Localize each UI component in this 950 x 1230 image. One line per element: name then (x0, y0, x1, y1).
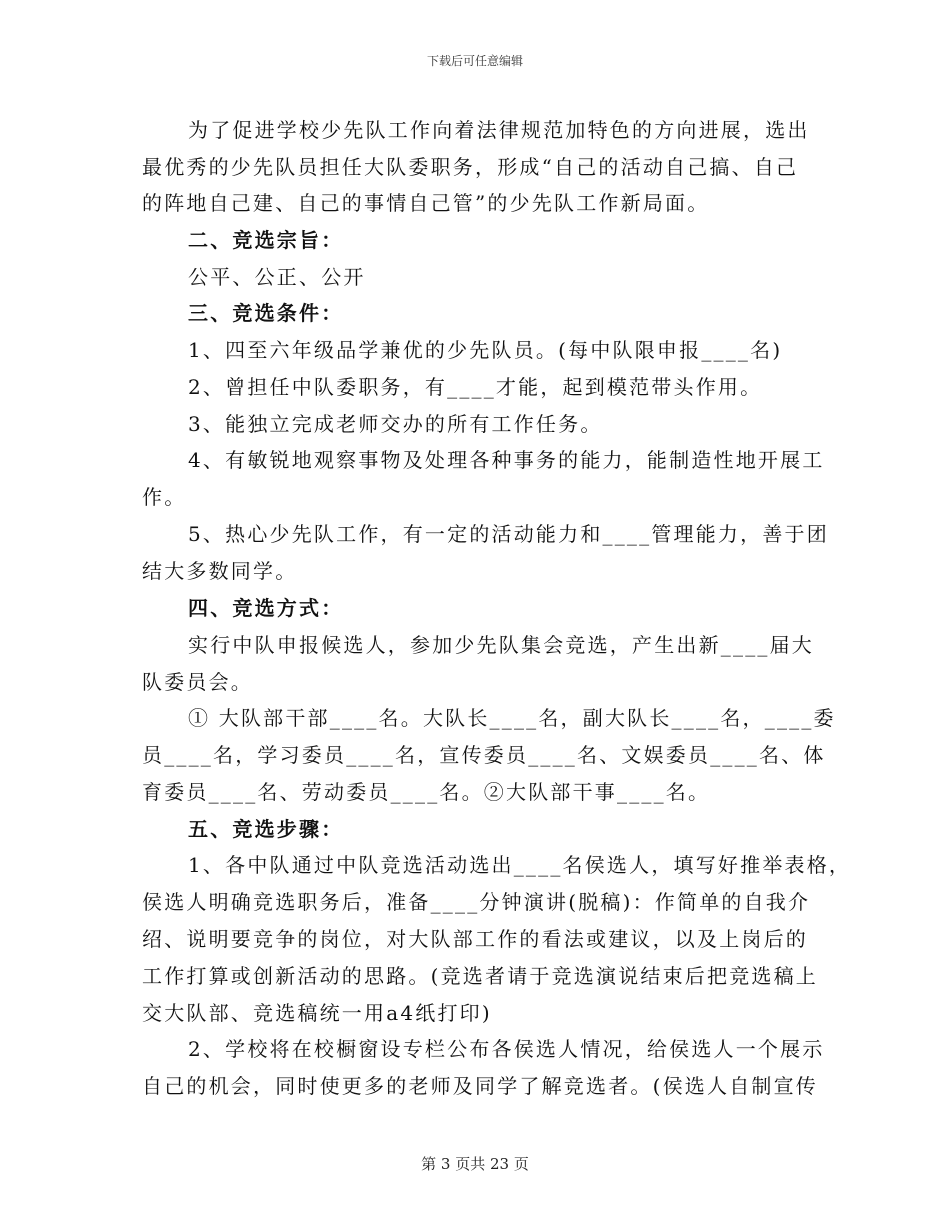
body-line: 作。 (142, 485, 187, 509)
body-line: 实行中队申报候选人，参加少先队集会竞选，产生出新____届大 (188, 633, 814, 657)
page-footer: 第 3 页共 23 页 (421, 1155, 529, 1173)
section-heading: 五、竞选步骤： (188, 817, 344, 841)
body-line: 交大队部、竞选稿统一用a4纸打印) (142, 1001, 492, 1025)
section-heading: 二、竞选宗旨： (188, 228, 344, 252)
body-line: ① 大队部干部____名。大队长____名，副大队长____名，____委 (188, 706, 836, 730)
body-line: 结大多数同学。 (142, 559, 298, 583)
body-line: 的阵地自己建、自己的事情自己管”的少先队工作新局面。 (142, 191, 710, 215)
body-line: 育委员____名、劳动委员____名。②大队部干事____名。 (142, 780, 711, 804)
list-item: 1、四至六年级品学兼优的少先队员。(每中队限申报____名) (188, 338, 783, 362)
page-header: 下载后可任意编辑 (426, 54, 523, 68)
body-line: 队委员会。 (142, 670, 253, 694)
list-item: 2、曾担任中队委职务，有____才能，起到模范带头作用。 (188, 375, 763, 399)
body-line: 绍、说明要竞争的岗位，对大队部工作的看法或建议，以及上岗后的 (142, 927, 808, 951)
list-item: 4、有敏锐地观察事物及处理各种事务的能力，能制造性地开展工 (188, 448, 825, 472)
list-item: 1、各中队通过中队竞选活动选出____名侯选人，填写好推举表格， (188, 853, 852, 877)
body-line: 员____名，学习委员____名，宣传委员____名、文娱委员____名、体 (142, 743, 826, 767)
section-heading: 三、竞选条件： (188, 301, 344, 325)
body-line: 侯选人明确竞选职务后，准备____分钟演讲(脱稿)：作简单的自我介 (142, 890, 811, 914)
body-line: 公平、公正、公开 (188, 265, 366, 289)
body-line: 自己的机会，同时使更多的老师及同学了解竞选者。(侯选人自制宣传 (142, 1074, 819, 1098)
section-heading: 四、竞选方式： (188, 596, 344, 620)
list-item: 2、学校将在校橱窗设专栏公布各侯选人情况，给侯选人一个展示 (188, 1037, 825, 1061)
body-line: 为了促进学校少先队工作向着法律规范加特色的方向进展，选出 (188, 118, 810, 142)
list-item: 5、热心少先队工作，有一定的活动能力和____管理能力，善于团 (188, 522, 829, 546)
body-line: 工作打算或创新活动的思路。(竞选者请于竞选演说结束后把竞选稿上 (142, 964, 819, 988)
list-item: 3、能独立完成老师交办的所有工作任务。 (188, 412, 603, 436)
body-line: 最优秀的少先队员担任大队委职务，形成“自己的活动自己搞、自己 (142, 155, 799, 179)
